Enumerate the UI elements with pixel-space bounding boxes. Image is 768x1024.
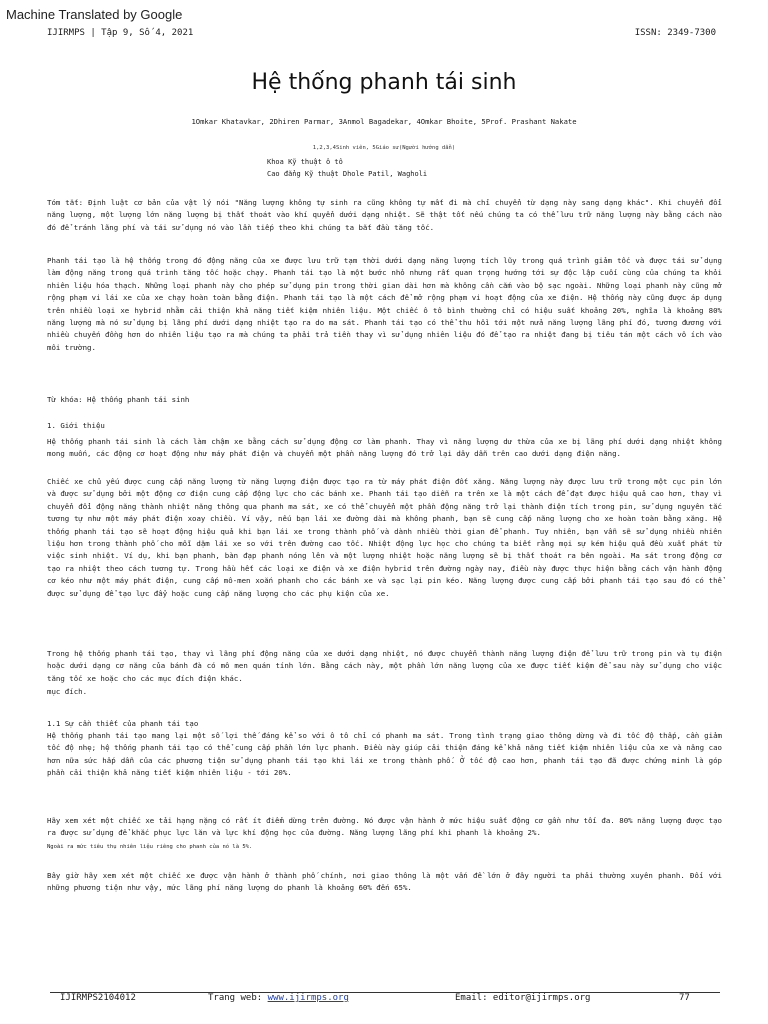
footer-website <box>208 993 349 1003</box>
issn-header: ISSN: 2349-7300 <box>634 28 716 38</box>
section1-paragraph-1: Hệ thống phanh tái sinh là cách làm chậm xe bằng cách sử dụng động cơ làm phanh. Thay vì năng lượng dư thừa của xe bị lãng phí dưới dạng nhiệt không mong muốn, các động cơ hoạt động như máy phát điện và chuyển một phần năng lượng đó trở lại dây dẫn trên cao dưới dạng điện năng. <box>47 437 722 459</box>
section1-1-note: Ngoài ra mức tiêu thụ nhiên liệu riêng cho phanh của nó là 5%. <box>47 844 253 850</box>
section1-1-paragraph-2: Hãy xem xét một chiếc xe tải hạng nặng có rất ít điểm dừng trên đường. Nó được vận hành ở mức hiệu suất động cơ gần như tối đa. 80% năng lượng được tạo ra được sử dụng để khắc phục lực lăn và lực khí động học của đường. Năng lượng lãng phí khi phanh là khoảng 2%. <box>47 816 722 838</box>
paper-id: IJIRMPS2104012 <box>60 993 136 1003</box>
department: Khoa Kỹ thuật ô tô <box>267 158 343 166</box>
section-heading-introduction: 1. Giới thiệu <box>47 421 105 430</box>
intro-paragraph: Phanh tái tạo là hệ thống trong đó động năng của xe được lưu trữ tạm thời dưới dạng năng lượng tích lũy trong quá trình giảm tốc và được tái sử dụng làm động năng trong quá trình tăng tốc hoặc chạy. Phanh tái tạo là một bước nhỏ nhưng rất quan trọng hướng tới sự độc lập cuối cùng của chúng ta khỏi nhiên liệu hóa thạch. Những loại phanh này cho phép sử dụng pin trong thời gian dài hơn mà không cần cắm vào bộ sạc ngoài. Những loại phanh này cũng mở rộng phạm vi lái xe của xe chạy hoàn toàn bằng điện. Phanh tái tạo là một cách để mở rộng phạm vi hoạt động của xe điện. Hệ thống này cũng được áp dụng trên nhiều loại xe hybrid nhằm cải thiện khả năng tiết kiệm nhiên liệu. Một chiếc ô tô bình thường chỉ có hiệu suất khoảng 20%, nghĩa là khoảng 80% năng lượng mà nó sử dụng bị lãng phí dưới dạng nhiệt tạo ra do ma sát. Phanh tái tạo có thể thu hồi tới một nửa năng lượng lãng phí đó, tương đương với nhiều chuyến đồng hơn do nhiên liệu tạo ra mà chúng ta phải trả tiền thay vì sử dụng nhiên liệu đó để tạo ra nhiệt đang bị tiêu tán một cách vô ích vào môi trường. <box>47 256 722 352</box>
journal-header: IJIRMPS | Tập 9, Số 4, 2021 <box>47 28 194 38</box>
paper-title: Hệ thống phanh tái sinh <box>251 70 517 95</box>
college: Cao đẳng Kỹ thuật Dhole Patil, Wagholi <box>267 170 428 178</box>
section-heading-need: 1.1 Sự cần thiết của phanh tái tạo <box>47 719 199 728</box>
section1-paragraph-2: Chiếc xe chủ yếu được cung cấp năng lượng từ năng lượng điện được tạo ra từ máy phát điện đốt xăng. Năng lượng này được lưu trữ trong một cục pin lớn và được sử dụng bởi một động cơ điện cung cấp động lực cho các bánh xe. Phanh tái tạo diễn ra trên xe là một cách để đạt được hiệu quả cao hơn, thay vì chuyển đổi động năng thành nhiệt năng thông qua phanh ma sát, xe có thể chuyển một phần động năng trở lại thành điện tích trong pin, sử dụng nguyên tắc tương tự như một máy phát điện xoay chiều. Ví vậy, nếu bạn lái xe đường dài mà không phanh, bạn sẽ cung cấp năng lượng cho xe hoàn toàn bằng xăng. Hệ thống phanh tái tạo sẽ hoạt động hiệu quả khi bạn lái xe trong thành phố và dành nhiều thời gian để phanh. Tuy nhiên, bạn vẫn sẽ sử dụng nhiều nhiên liệu hơn trong thành phố cho mỗi dặm lái xe so với trên đường cao tốc. Nhiệt động lực học cho chúng ta biết rằng mọi sự kém hiệu quả đều xuất phát từ việc sinh nhiệt. Ví dụ, khi bạn phanh, bàn đạp phanh nóng lên và một lượng nhiệt hoặc năng lượng sẽ bị thất thoát ra bên ngoài. Ma sát trong động cơ tạo ra nhiệt theo cách tương tự. Trong hầu hết các loại xe điện và xe điện hybrid trên đường ngày nay, điều này được thực hiện bằng cách vận hành động cơ kéo như một máy phát điện, cung cấp mô-men xoắn phanh cho các bánh xe và sạc lại pin kéo. Năng lượng được cung cấp bởi phanh tái tạo sau đó có thể được sử dụng để tạo lực đẩy hoặc cung cấp năng lượng cho các phụ kiện của xe. <box>47 477 722 598</box>
section1-1-paragraph-1: Hệ thống phanh tái tạo mang lại một số lợi thế đáng kể so với ô tô chỉ có phanh ma sát. Trong tình trạng giao thông dừng và đi tốc độ thấp, cần giảm tốc độ nhẹ; hệ thống phanh tái tạo có thể cung cấp phần lớn lực phanh. Điều này giúp cải thiện đáng kể khả năng tiết kiệm nhiên liệu của xe và nâng cao hơn nữa sức hấp dẫn của các phương tiện sử dụng phanh tái tạo khi lái xe trong thành phố. Ở tốc độ cao hơn, phanh tái tạo đã được chứng minh là góp phần cải thiện khả năng tiết kiệm nhiên liệu - tới 20%. <box>47 731 722 778</box>
keywords: Từ khóa: Hệ thống phanh tái sinh <box>47 395 190 404</box>
author-roles: 1,2,3,4Sinh viên, 5Giáo sư(Người hướng dẫn) <box>312 145 456 151</box>
footer-email[interactable]: Email: editor@ijirmps.org <box>455 993 591 1003</box>
author-list: 1Omkar Khatavkar, 2Dhiren Parmar, 3Anmol Bagadekar, 4Omkar Bhoite, 5Prof. Prashant Nakate <box>191 117 577 126</box>
website-link[interactable]: www.ijirmps.org <box>267 993 349 1003</box>
page-number: 77 <box>679 993 690 1003</box>
machine-translation-banner: Machine Translated by Google <box>6 7 183 22</box>
footer-divider <box>50 992 720 993</box>
section1-paragraph-3-tail: mục đích. <box>47 687 88 696</box>
abstract: Tóm tắt: Định luật cơ bản của vật lý nói "Năng lượng không tự sinh ra cũng không tự mất đi mà chỉ chuyển từ dạng này sang dạng khác". Khi chuyển đổi năng lượng, một lượng lớn năng lượng bị thất thoát vào khí quyển dưới dạng nhiệt. Sẽ thật tốt nếu chúng ta có thể lưu trữ năng lượng này bằng cách nào đó để tránh lãng phí và tái sử dụng nó vào lần tiếp theo khi chúng ta bắt đầu tăng tốc. <box>47 198 722 232</box>
section1-1-paragraph-3: Bây giờ hãy xem xét một chiếc xe được vận hành ở thành phố chính, nơi giao thông là một vấn đề lớn ở đây người ta phải thường xuyên phanh. Đối với những phương tiện như vậy, mức lãng phí năng lượng do phanh là khoảng 60% đến 65%. <box>47 871 722 893</box>
section1-paragraph-3: Trong hệ thống phanh tái tạo, thay vì lãng phí động năng của xe dưới dạng nhiệt, nó được chuyển thành năng lượng điện để lưu trữ trong pin và tụ điện hoặc dưới dạng cơ năng của bánh đà có mô men quán tính lớn. Bằng cách này, một phần lớn năng lượng của xe được tiết kiệm để sau này sử dụng cho việc tăng tốc xe hoặc cho các mục đích điện khác. <box>47 649 722 683</box>
website-label: Trang web: <box>208 993 263 1003</box>
